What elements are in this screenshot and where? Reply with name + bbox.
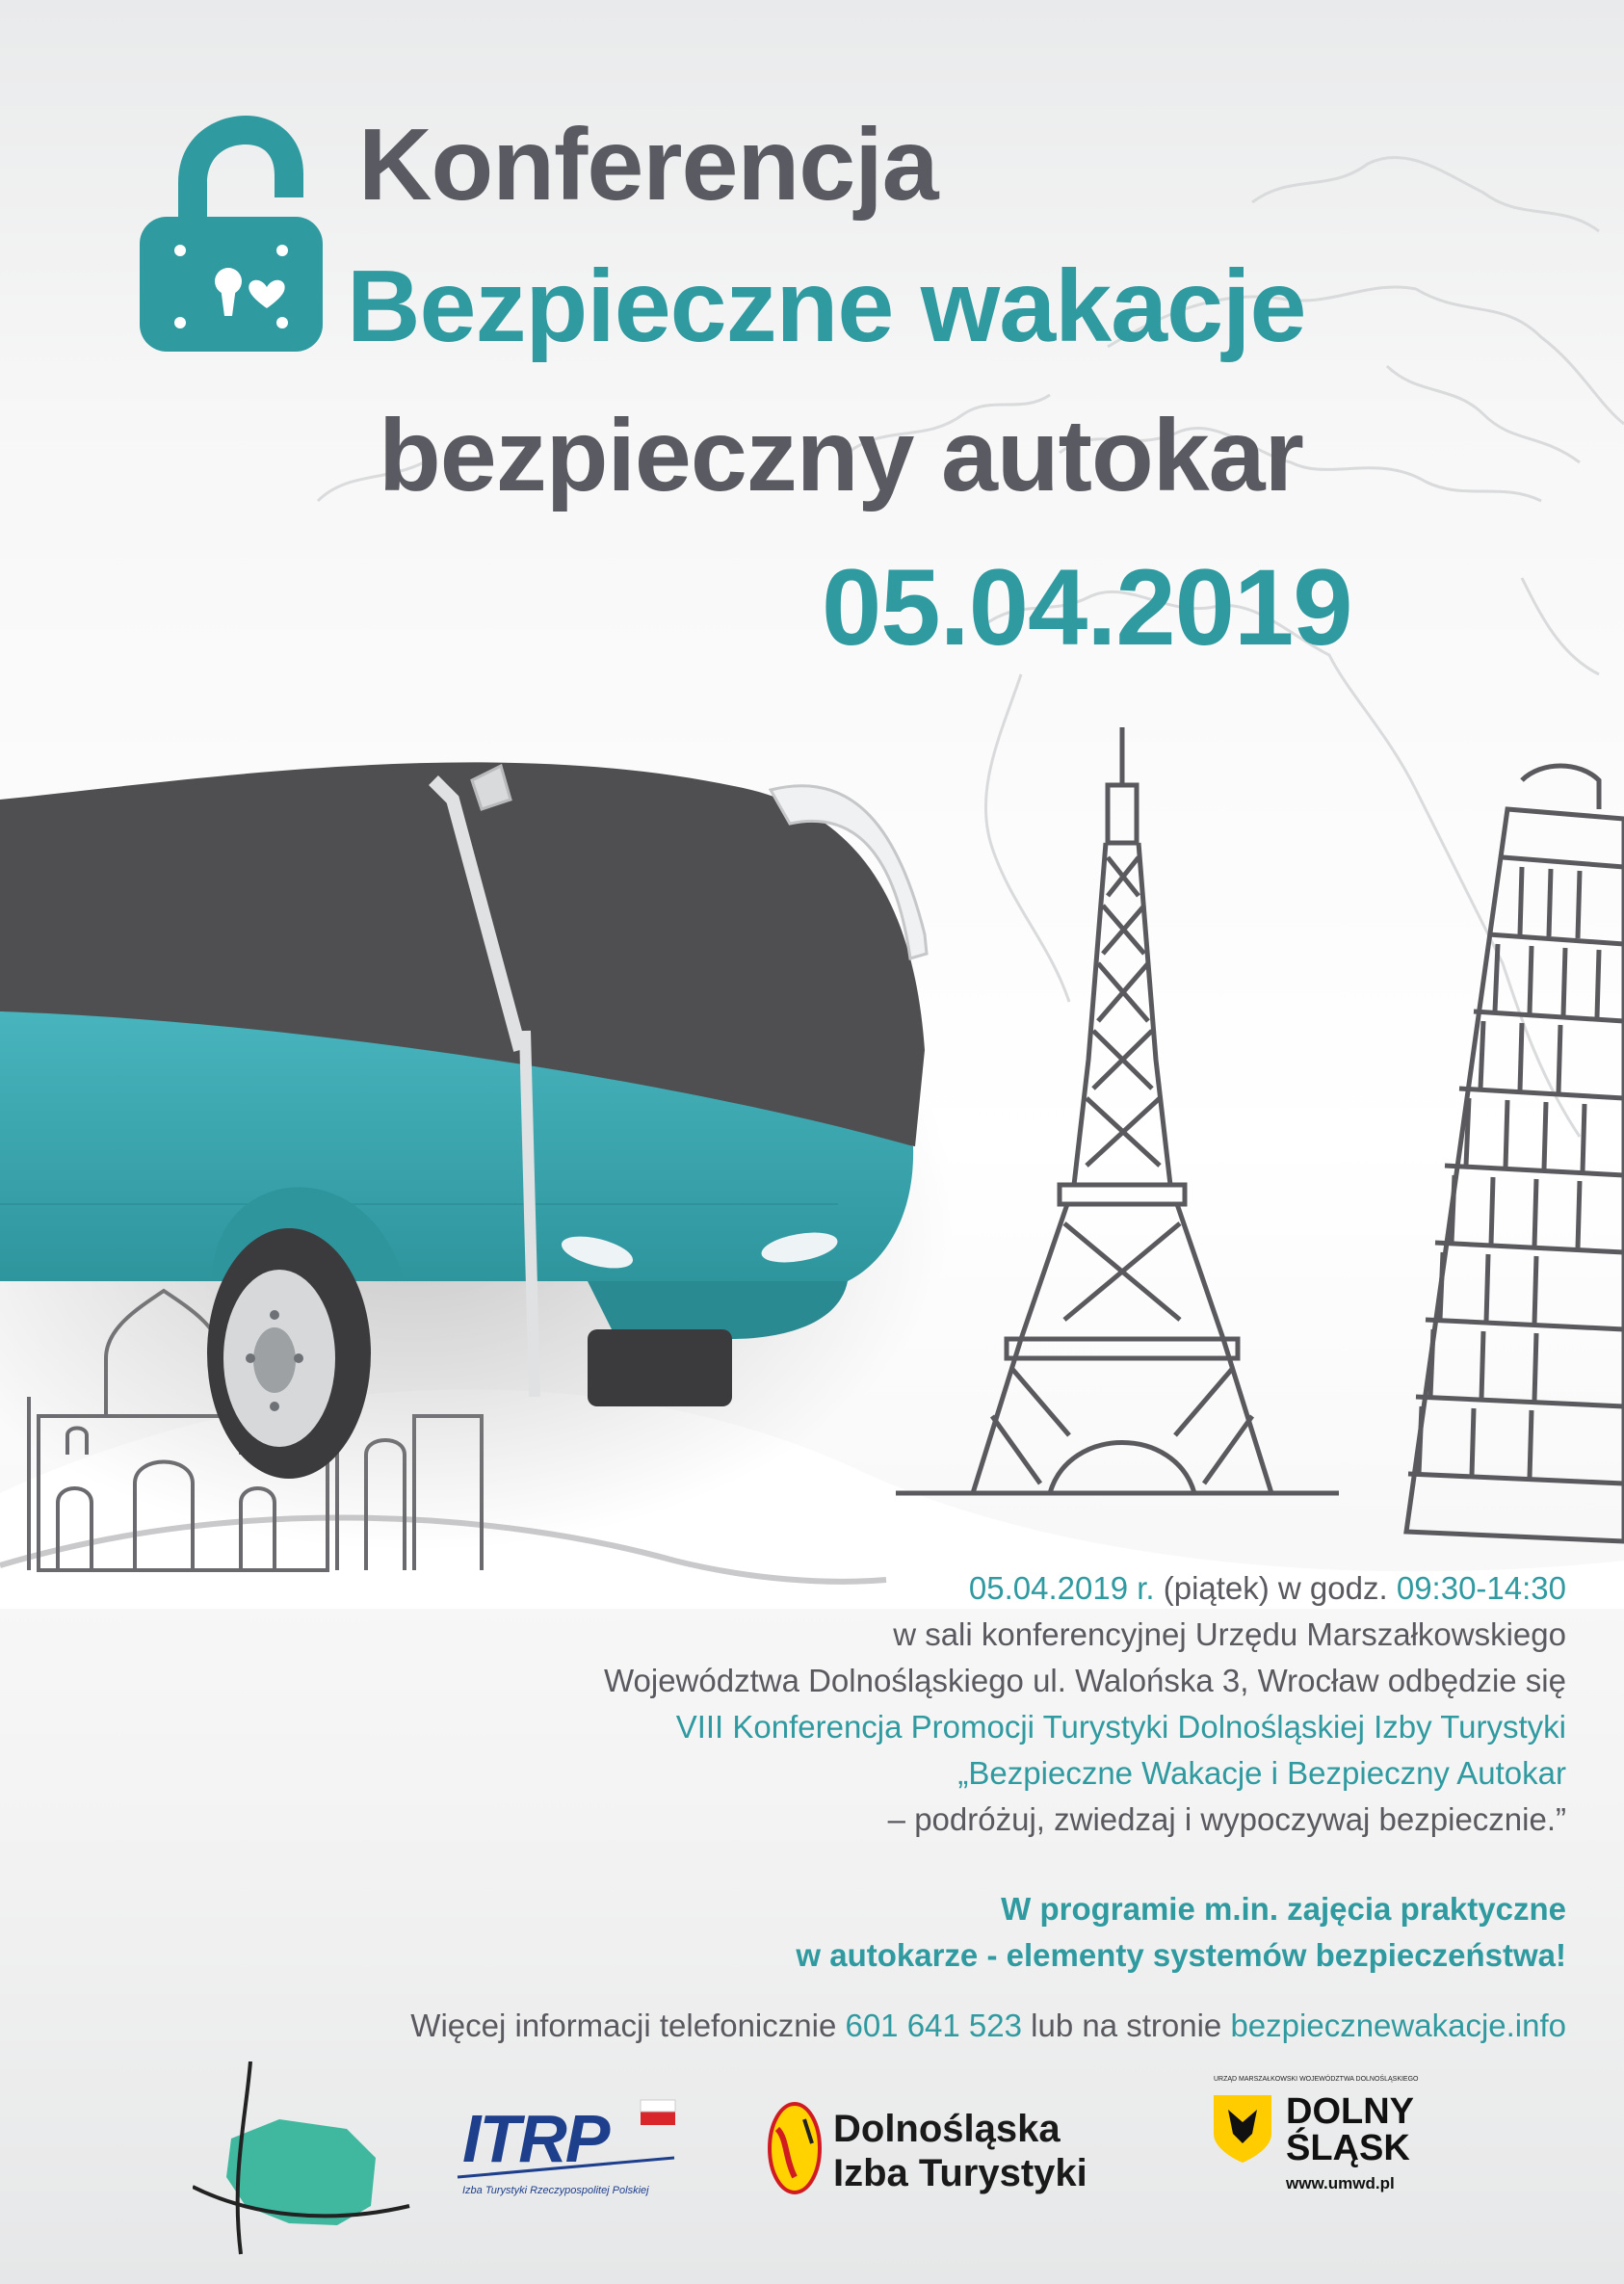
dit-emblem [766, 2100, 824, 2196]
contact-phone[interactable]: 601 641 523 [845, 2008, 1022, 2043]
umwd-name-line1: DOLNY [1286, 2091, 1414, 2132]
conference-title-line1: Konferencja [358, 108, 938, 222]
contact-website-link[interactable]: bezpiecznewakacje.info [1230, 2008, 1566, 2043]
dit-name-line1: Dolnośląska [833, 2108, 1061, 2150]
itrp-logo [453, 2090, 684, 2216]
event-details [218, 1565, 1566, 1843]
conference-title-line2: Bezpieczne wakacje [347, 249, 1306, 363]
umwd-url[interactable]: www.umwd.pl [1286, 2174, 1395, 2192]
coat-of-arms-icon [1214, 2095, 1271, 2163]
padlock-heart-icon [140, 116, 323, 352]
event-datetime-line [218, 1565, 1566, 1612]
program-line2: w autokarze - elementy systemów bezpieczeństwa! [796, 1937, 1566, 1973]
itrp-name: ITRP [462, 2101, 609, 2176]
venue-line1: w sali konferencyjnej Urzędu Marszałkowskiego [893, 1616, 1566, 1652]
contact-middle: lub na stronie [1021, 2008, 1231, 2043]
contact-prefix: Więcej informacji telefonicznie [410, 2008, 846, 2043]
partner-logos [0, 2061, 1624, 2273]
umwd-header: URZĄD MARSZAŁKOWSKI WOJEWÓDZTWA DOLNOŚLĄSKIEGO [1214, 2076, 1419, 2083]
program-note [218, 1886, 1566, 1979]
program-line1: W programie m.in. zajęcia praktyczne [1001, 1891, 1566, 1927]
poland-map-logo [193, 2061, 414, 2264]
contact-line [218, 2003, 1566, 2049]
conference-date: 05.04.2019 [822, 547, 1352, 668]
venue-line2: Województwa Dolnośląskiego ul. Walońska 3, Wrocław odbędzie się [603, 1663, 1566, 1698]
umwd-name-line2: ŚLĄSK [1286, 2128, 1410, 2168]
conference-title-line3: bezpieczny autokar [379, 399, 1303, 512]
motto-line2: – podróżuj, zwiedzaj i wypoczywaj bezpiecznie.” [887, 1801, 1566, 1837]
itrp-subtitle: Izba Turystyki Rzeczypospolitej Polskiej [462, 2185, 649, 2196]
dit-name-line2: Izba Turystyki [833, 2152, 1087, 2194]
dolny-slask-logo [1214, 2076, 1435, 2240]
bus-landmarks-illustration [0, 665, 1624, 1609]
dit-logo [766, 2100, 1141, 2216]
event-name: VIII Konferencja Promocji Turystyki Dolnośląskiej Izby Turystyki [675, 1709, 1566, 1745]
pisa-tower-outline [1406, 766, 1624, 1541]
event-weekday: (piątek) w godz. [1154, 1570, 1397, 1606]
event-time: 09:30-14:30 [1396, 1570, 1566, 1606]
event-date: 05.04.2019 r. [968, 1570, 1155, 1606]
motto-line1: „Bezpieczne Wakacje i Bezpieczny Autokar [957, 1755, 1566, 1791]
eiffel-tower-outline [896, 727, 1339, 1493]
